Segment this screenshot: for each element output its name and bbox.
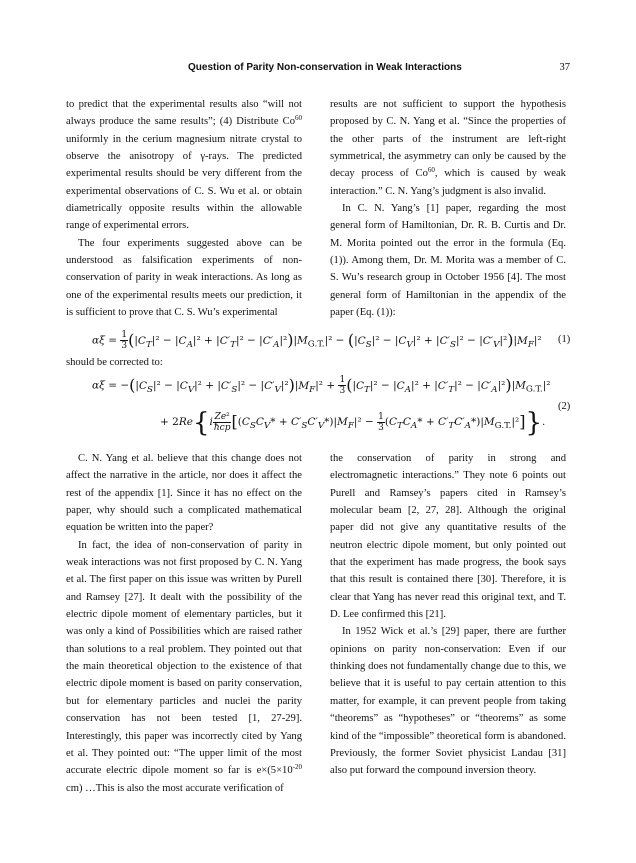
page-number: 37 [559,62,570,73]
header-title: Question of Parity Non-conservation in Weak Interactions [188,62,462,73]
paragraph: results are not sufficient to support the hypothesis proposed by C. N. Yang et al. “Since the properties of the other parts of the instrument are left-right symmetrical, the asymmetry can only be caused by the decay process of Co$^{60}$, which is caused by weak interaction.” C. N. Yang’s judgment is also invalid. [330,99,566,197]
left-column-bottom [66,450,302,797]
running-header [0,62,636,78]
equation-1-number: (1) [558,334,571,345]
equation-1: αξ = $\frac{1}{3}$ $(|C_T|^2 - |C_A|^2 + |C'_T|^2 - |C'_A|^2)|M_{G.T.}|^2 - (|C_S|^2 - |C_V|^2 + |C'_S|^2 - |C'_V|^2)|M_F|^2$ [92,330,542,351]
paragraph: C. N. Yang et al. believe that this change does not affect the narrative in the article, nor does it affect the rest of the appendix [1]. Since it has no effect on the paper, why should such a complicated mathematical equation be written into the paper? [66,453,302,534]
paragraph: In 1952 Wick et al.’s [29] paper, there are further opinions on parity non-conservation: Even if our thinking does not fundamentally change due to this, we believe that it is useful to pay certain attention to this matter, for example, it can prevent people from taking “theorems” as “hypotheses” or “theorems” as some kind of the “impossible” theoretical form is abandoned. Previously, the former Soviet physicist Landau [31] also put forward the compound inversion theory. [330,626,566,777]
equation-2-line-1: $\alpha\xi = -(|C_S|^2 - |C_V|^2 + |C'_S|^2 - |C'_V|^2)|M_F|^2$ + $\frac{1}{3}$ $(|C_T|^2 - |C_A|^2 + |C'_T|^2 - |C'_A|^2)|M_{G.T.}|^2$ [92,375,551,396]
paragraph: The four experiments suggested above can be understood as falsification experiments of non-conservation of parity in weak interactions. As long as one of the experimental results meets our prediction, it is sufficient to prove that C. S. Wu’s experimental [66,237,302,319]
equation-2-number: (2) [558,401,571,412]
paragraph: In fact, the idea of non-conservation of parity in weak interactions was not first proposed by C. N. Yang et al. The first paper on this issue was written by Purell and Ramsey [27]. It dealt with the possibility of the electric dipole moment of elementary particles, but it was only a kind of Possibilities which are raised rather than solutions to a real problem. They pointed out that the main theoretical objection to the existence of that electric dipole moment is based on parity conservation, but for elementary particles and nuclei the parity conservation has not been tested [1, 27-29]. Interestingly, this paper was incorrectly cited by Yang et al. They pointed out: “The upper limit of the most accurate electric dipole moment so far is $e\times(5\times 10^{-20}$ cm) …This is also the most accurate verification of [66,539,302,794]
paragraph: the conservation of parity in strong and electromagnetic interactions.” They note 6 points out Purell and Ramsey’s papers cited in Ramsey’s molecular beam [2, 27, 28]. Although the original paper did not give any quantitative results of the neutron electric dipole moment, but only pointed out that the experiment has made progress, the book says that this result is contained there [30]. Therefore, it is clear that Yang has never read this original text, and T. D. Lee confirmed this [21]. [330,453,566,621]
paragraph: to predict that the experimental results also “will not always produce the same results”; (4) Distribute Co$^{60}$ uniformly in the cerium magnesium nitrate crystal to observe the anisotropy of γ-rays. The predicted experimental results should be very different from the experimental observations of C. S. Wu et al. or obtain diametrically opposite results within the allowable range of experimental errors. [66,99,302,232]
left-column-top [66,96,302,321]
right-column-bottom [330,450,566,780]
equation-2-line-2: + 2Re{i $\frac{\text{Ze²}}{\text{ħcp}}$ [$(C_SC_V* + C'_SC'_V*)|M_F|^2$ − $\frac{1}{3}$ $(C_TC_A* + C'_TC'_A*)|M_{G.T.}|^2$]}. [160,408,546,438]
right-column-top [330,96,566,321]
correction-label: should be corrected to: [66,357,163,368]
paragraph: In C. N. Yang’s [1] paper, regarding the most general form of Hamiltonian, Dr. R. B. Curtis and Dr. M. Morita pointed out the error in the formula (Eq. (1)). Among them, Dr. M. Morita was a member of C. S. Wu’s research group in October 1956 [4]. The most general form of Hamiltonian in the appendix of the paper (Eq. (1)): [330,203,566,319]
